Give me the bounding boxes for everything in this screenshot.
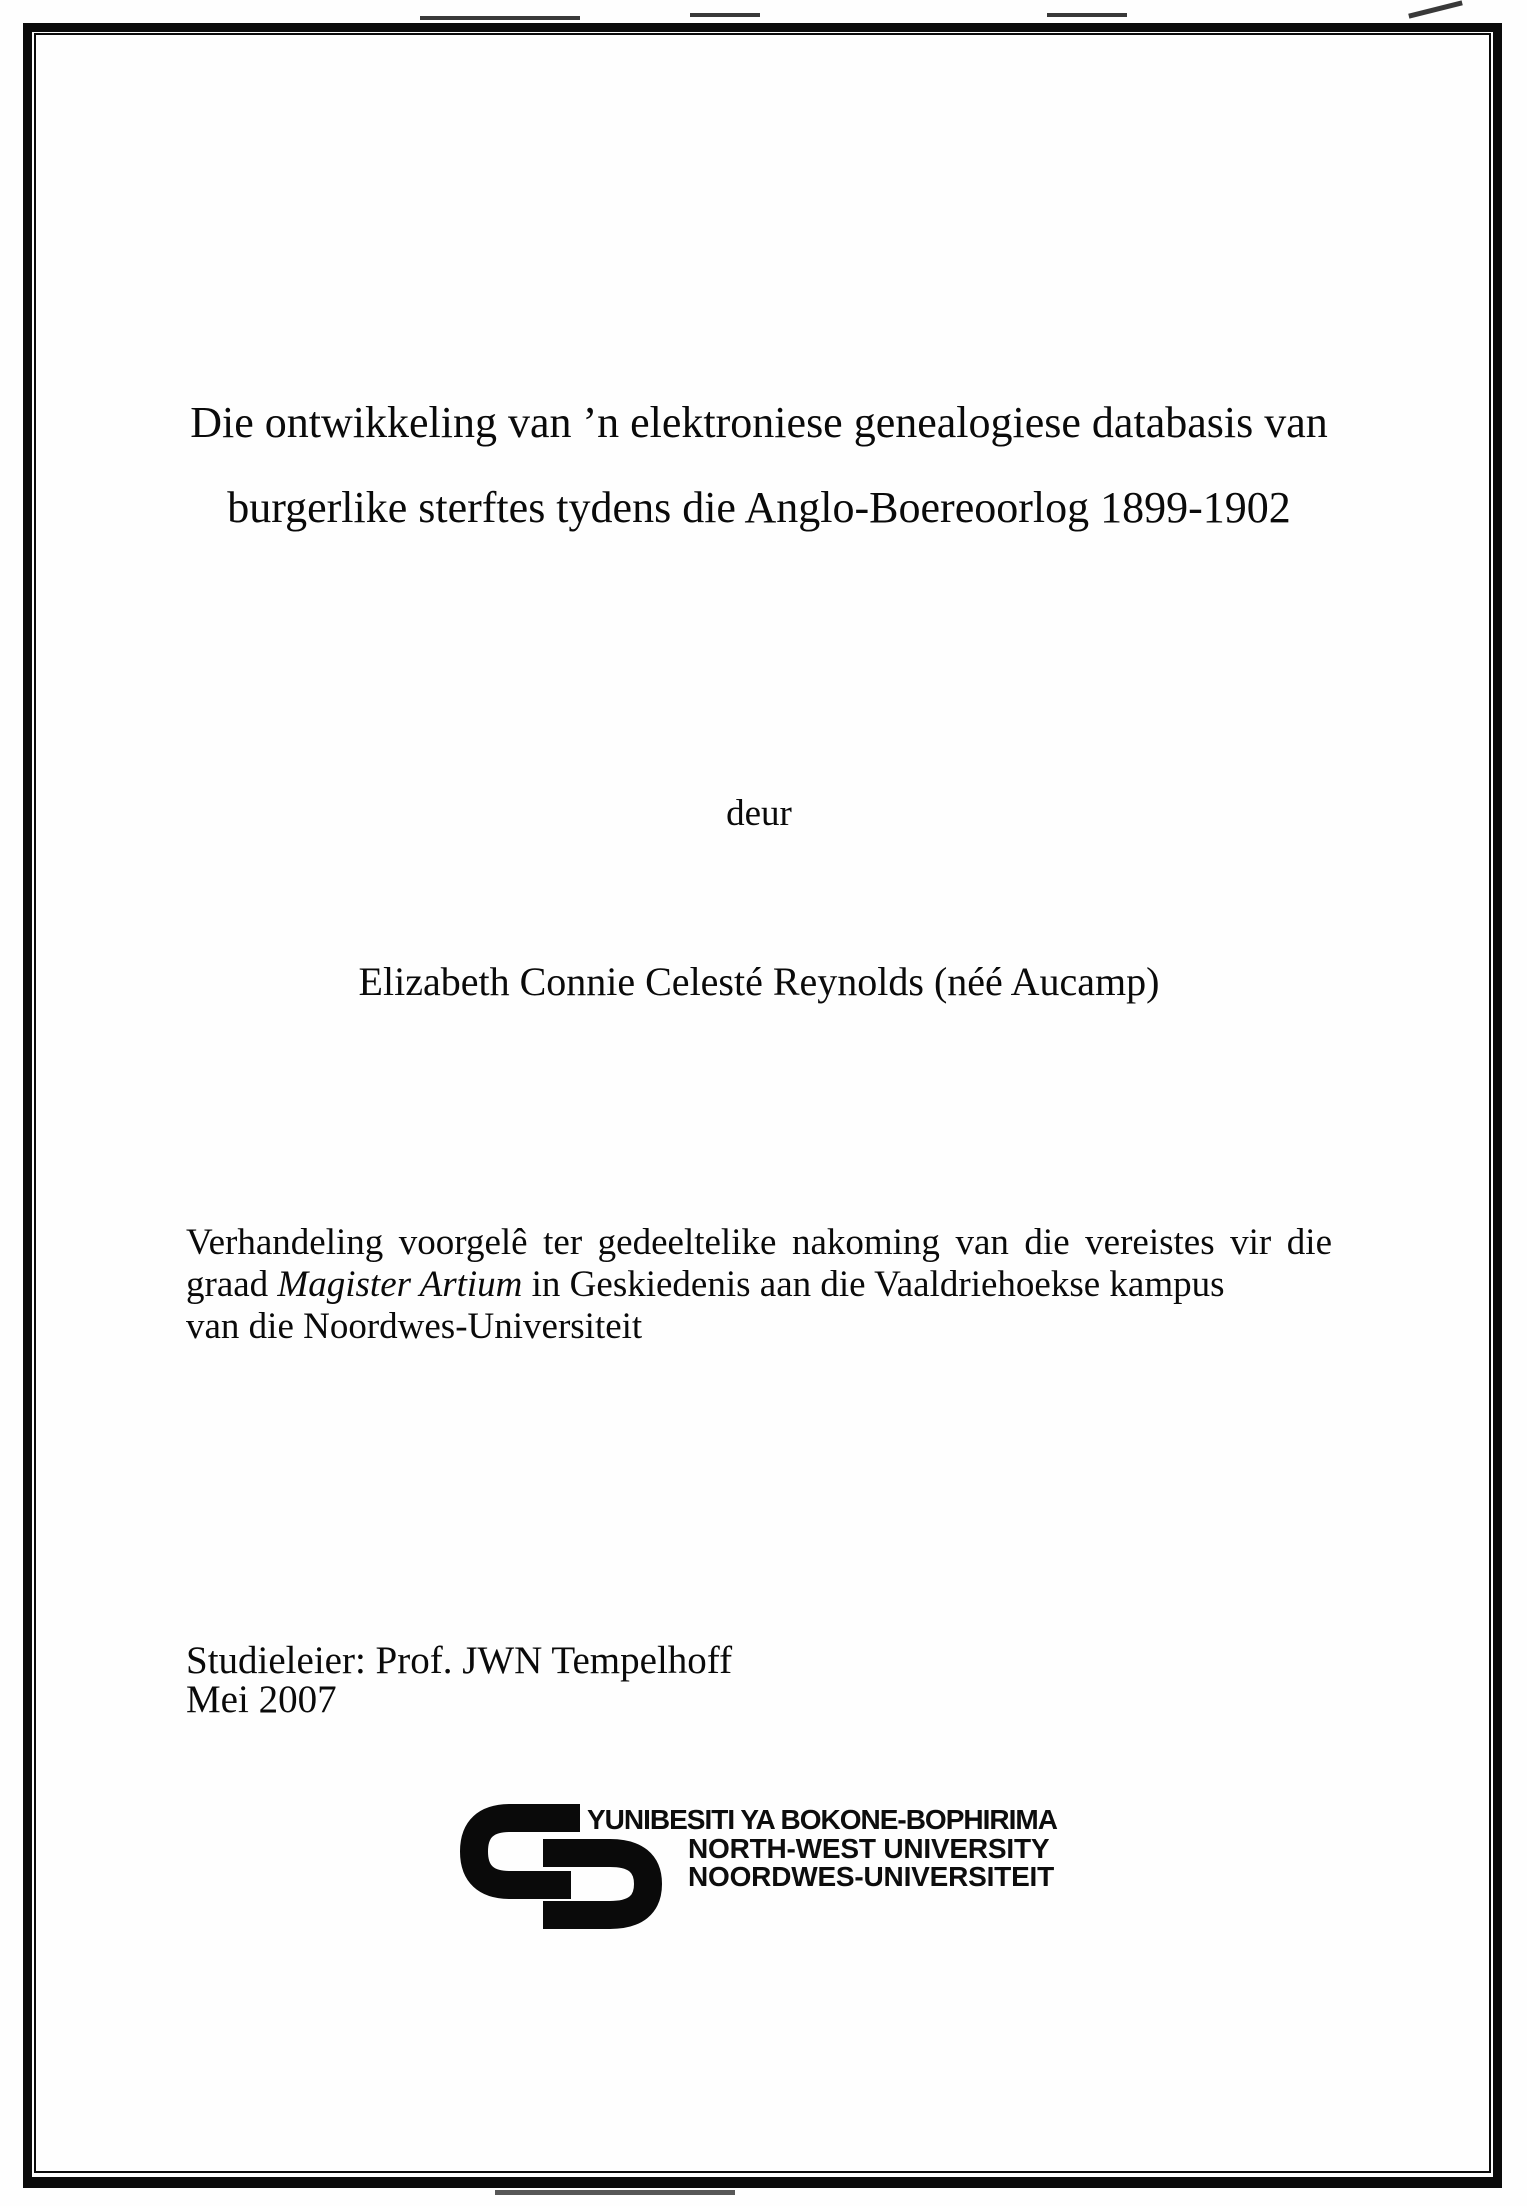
declaration-line1: Verhandeling voorgelê ter gedeeltelike nakoming van die vereistes vir die: [186, 1222, 1332, 1263]
logo-line-english: NORTH-WEST UNIVERSITY: [688, 1832, 1050, 1864]
thesis-title-line1: Die ontwikkeling van ’n elektroniese genealogiese databasis van: [190, 398, 1328, 447]
scan-artifact: [1408, 0, 1463, 18]
thesis-title-line2: burgerlike sterftes tydens die Anglo-Boereoorlog 1899-1902: [227, 483, 1291, 532]
logo-line-afrikaans: NOORDWES-UNIVERSITEIT: [688, 1861, 1055, 1892]
university-logo: [458, 1801, 1108, 1936]
declaration-paragraph: [186, 1222, 1332, 1348]
scan-artifact: [495, 2190, 735, 2195]
date-line: Mei 2007: [186, 1678, 337, 1721]
declaration-line2-prefix: graad: [186, 1264, 278, 1305]
scan-artifact: [420, 16, 580, 20]
scan-artifact: [690, 13, 760, 17]
supervisor-block: [186, 1641, 732, 1719]
scan-artifact: [1047, 13, 1127, 17]
declaration-line3: van die Noordwes-Universiteit: [186, 1306, 643, 1347]
byline-deur: deur: [726, 793, 792, 834]
degree-name-italic: Magister Artium: [277, 1264, 523, 1305]
author-name: Elizabeth Connie Celesté Reynolds (néé Aucamp): [358, 959, 1160, 1004]
supervisor-line: Studieleier: Prof. JWN Tempelhoff: [186, 1639, 733, 1682]
logo-wordmark: [587, 1806, 1057, 1892]
logo-line-setswana: YUNIBESITI YA BOKONE-BOPHIRIMA: [587, 1804, 1057, 1835]
declaration-line2: [186, 1264, 1332, 1306]
thesis-title: [186, 380, 1332, 550]
declaration-line2-suffix: in Geskiedenis aan die Vaaldriehoekse kampus: [522, 1264, 1225, 1305]
